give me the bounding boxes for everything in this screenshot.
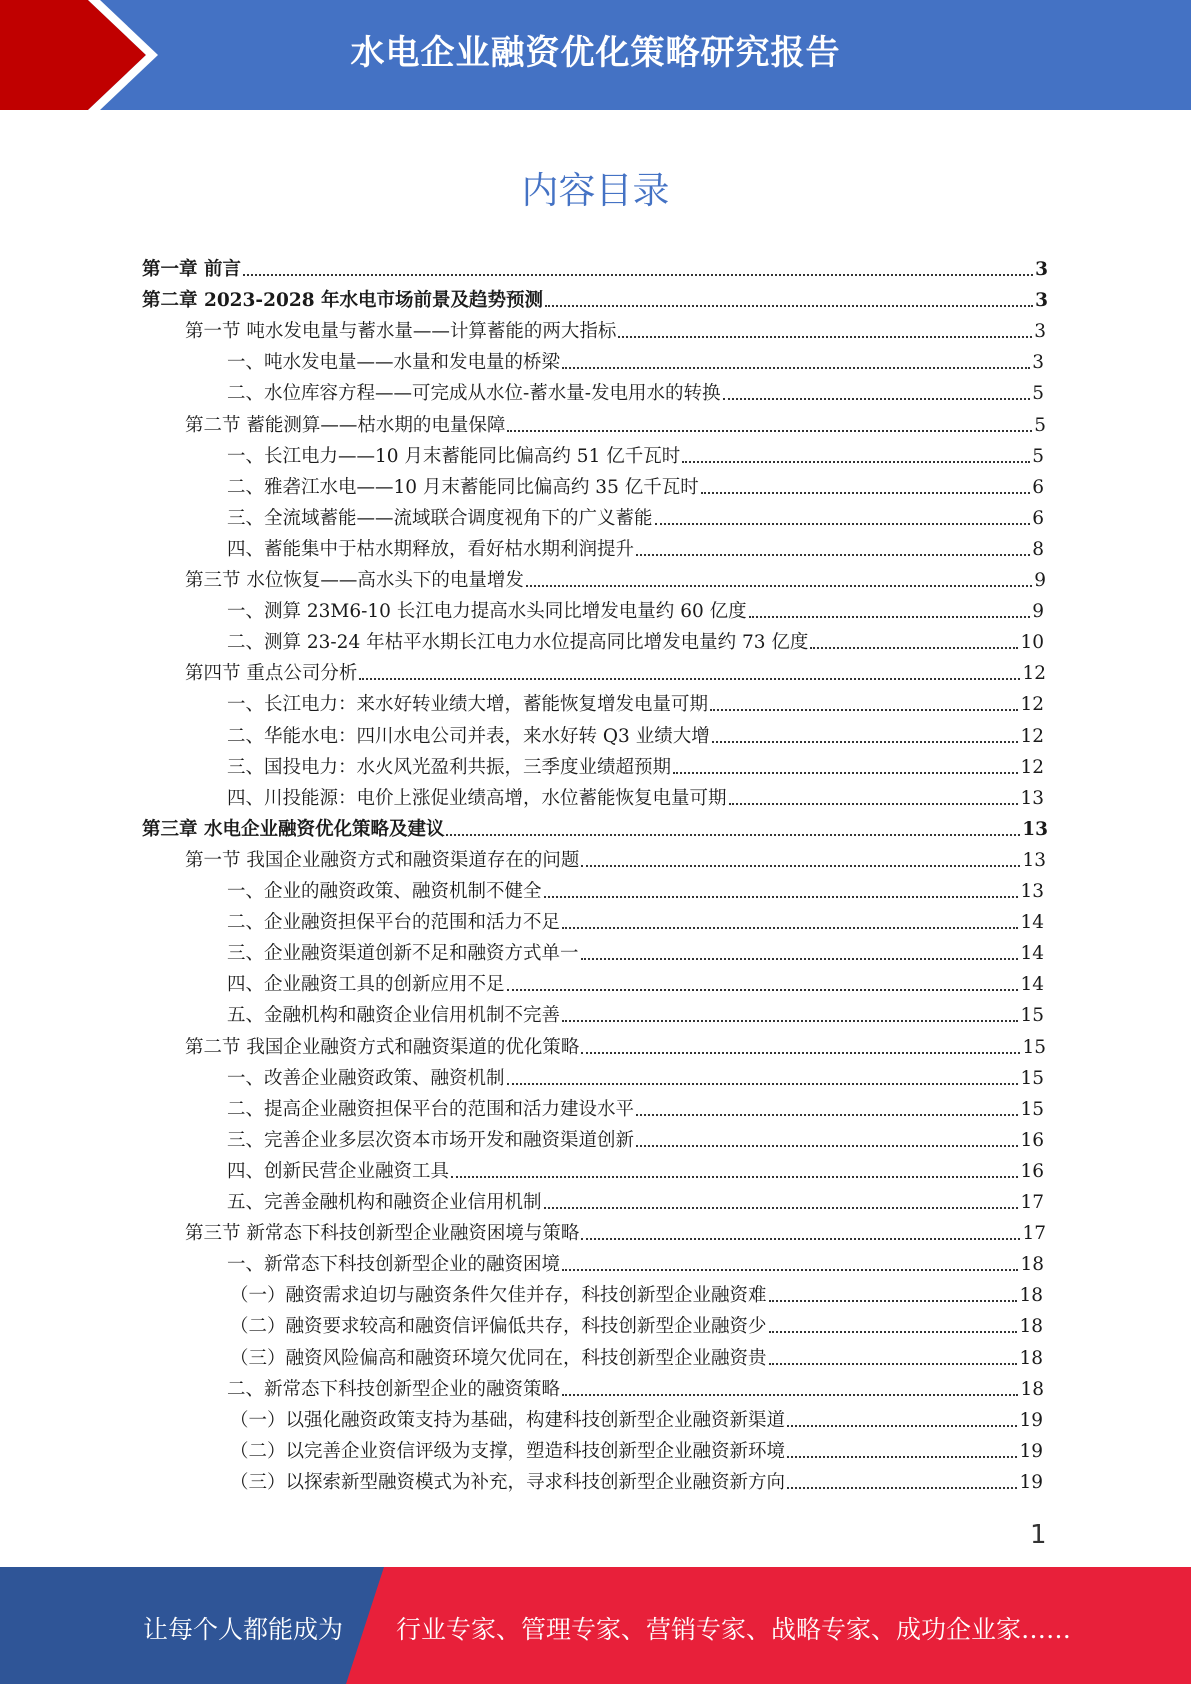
toc-entry-title: 一、企业的融资政策、融资机制不健全 — [227, 881, 542, 902]
toc-entry[interactable] — [142, 814, 1048, 842]
toc-entry-page: 9 — [1034, 570, 1046, 591]
toc-entry[interactable] — [230, 1311, 1043, 1339]
toc-dot-leader — [507, 430, 1032, 432]
toc-entry-page: 19 — [1019, 1440, 1043, 1462]
toc-dot-leader — [723, 398, 1031, 400]
toc-dot-leader — [545, 305, 1033, 307]
toc-entry-title: 四、川投能源：电价上涨促业绩高增，水位蓄能恢复电量可期 — [227, 787, 727, 809]
toc-entry-page: 5 — [1034, 414, 1046, 436]
toc-entry-title: 第三节 水位恢复——高水头下的电量增发 — [185, 570, 524, 591]
toc-entry[interactable] — [227, 721, 1044, 749]
toc-entry-title: 二、提高企业融资担保平台的范围和活力建设水平 — [227, 1098, 635, 1120]
toc-entry[interactable] — [227, 596, 1044, 624]
toc-entry-page: 3 — [1035, 259, 1048, 280]
toc-entry-title: 三、全流域蓄能——流域联合调度视角下的广义蓄能 — [227, 507, 653, 529]
toc-entry-page: 12 — [1020, 725, 1044, 747]
toc-dot-leader — [636, 554, 1030, 556]
toc-entry-title: 第四节 重点公司分析 — [185, 663, 358, 685]
toc-entry-page: 10 — [1020, 632, 1044, 654]
toc-entry-page: 12 — [1020, 756, 1044, 778]
toc-entry[interactable] — [227, 752, 1044, 780]
toc-entry-page: 19 — [1019, 1471, 1043, 1493]
toc-entry[interactable] — [185, 845, 1046, 873]
toc-entry[interactable] — [227, 503, 1044, 531]
toc-entry-page: 18 — [1020, 1254, 1044, 1276]
toc-entry-page: 16 — [1020, 1160, 1044, 1182]
toc-entry-title: 一、长江电力——10 月末蓄能同比偏高约 51 亿千瓦时 — [227, 445, 681, 467]
toc-entry[interactable] — [185, 658, 1046, 686]
toc-entry-page: 3 — [1035, 290, 1048, 312]
toc-entry[interactable] — [227, 378, 1044, 406]
toc-dot-leader — [712, 741, 1019, 743]
toc-dot-leader — [446, 834, 1020, 836]
toc-entry[interactable] — [230, 1405, 1043, 1433]
toc-entry-title: （三）以探索新型融资模式为补充，寻求科技创新型企业融资新方向 — [230, 1471, 786, 1493]
toc-heading: 内容目录 — [521, 169, 670, 212]
toc-entry-page: 17 — [1020, 1192, 1044, 1213]
toc-entry[interactable] — [227, 1125, 1044, 1153]
toc-dot-leader — [562, 1269, 1018, 1271]
toc-entry-page: 5 — [1032, 383, 1044, 405]
toc-entry-page: 15 — [1020, 1098, 1044, 1120]
toc-entry-page: 15 — [1020, 1005, 1044, 1027]
toc-entry-page: 16 — [1020, 1129, 1044, 1151]
toc-entry-page: 15 — [1022, 1036, 1046, 1058]
toc-entry-page: 12 — [1020, 694, 1044, 716]
toc-entry[interactable] — [227, 441, 1044, 469]
toc-entry-title: 第三节 新常态下科技创新型企业融资困境与策略 — [185, 1223, 580, 1245]
toc-entry-page: 14 — [1020, 943, 1044, 965]
page-footer — [0, 1567, 1191, 1684]
toc-entry-title: （一）以强化融资政策支持为基础，构建科技创新型企业融资新渠道 — [230, 1409, 786, 1431]
toc-entry-title: 四、蓄能集中于枯水期释放，看好枯水期利润提升 — [227, 538, 635, 560]
toc-entry-title: （二）融资要求较高和融资信评偏低共存，科技创新型企业融资少 — [230, 1316, 767, 1338]
toc-entry-title: 第一章 前言 — [142, 259, 241, 280]
toc-entry-title: 一、新常态下科技创新型企业的融资困境 — [227, 1254, 561, 1276]
report-title: 水电企业融资优化策略研究报告 — [350, 33, 841, 73]
toc-entry[interactable] — [227, 1000, 1044, 1028]
toc-dot-leader — [562, 1394, 1018, 1396]
toc-entry[interactable] — [227, 627, 1044, 655]
toc-dot-leader — [769, 1331, 1018, 1333]
toc-dot-leader — [581, 958, 1019, 960]
toc-entry[interactable] — [227, 347, 1044, 375]
toc-entry-title: 二、测算 23-24 年枯平水期长江电力水位提高同比增发电量约 73 亿度 — [227, 632, 809, 654]
toc-entry[interactable] — [230, 1280, 1043, 1308]
toc-entry[interactable] — [227, 472, 1044, 500]
toc-entry[interactable] — [227, 1374, 1044, 1402]
toc-entry[interactable] — [185, 410, 1046, 438]
toc-entry[interactable] — [142, 285, 1048, 313]
toc-entry[interactable] — [227, 1187, 1044, 1215]
toc-entry-page: 8 — [1032, 538, 1044, 560]
toc-entry-page: 13 — [1022, 849, 1046, 871]
toc-entry-title: 二、水位库容方程——可完成从水位-蓄水量-发电用水的转换 — [227, 383, 721, 405]
toc-entry-page: 13 — [1020, 787, 1044, 809]
toc-entry[interactable] — [227, 969, 1044, 997]
toc-entry[interactable] — [227, 1063, 1044, 1091]
toc-entry-page: 14 — [1020, 974, 1044, 996]
toc-entry-page: 15 — [1020, 1067, 1044, 1089]
toc-dot-leader — [581, 1238, 1020, 1240]
toc-entry-title: 五、完善金融机构和融资企业信用机制 — [227, 1192, 542, 1213]
toc-dot-leader — [359, 678, 1020, 680]
toc-entry-title: 第一节 我国企业融资方式和融资渠道存在的问题 — [185, 849, 580, 871]
toc-dot-leader — [682, 461, 1030, 463]
toc-dot-leader — [769, 1300, 1018, 1302]
toc-entry-page: 12 — [1022, 663, 1046, 685]
toc-dot-leader — [787, 1425, 1017, 1427]
toc-entry-title: 二、企业融资担保平台的范围和活力不足 — [227, 912, 561, 934]
toc-entry-title: 一、改善企业融资政策、融资机制 — [227, 1067, 505, 1089]
toc-entry-title: 第三章 水电企业融资优化策略及建议 — [142, 818, 445, 840]
toc-entry[interactable] — [230, 1467, 1043, 1495]
toc-entry[interactable] — [227, 689, 1044, 717]
toc-entry-page: 3 — [1032, 352, 1044, 374]
toc-dot-leader — [710, 709, 1018, 711]
toc-entry-page: 14 — [1020, 912, 1044, 934]
toc-entry-title: 二、华能水电：四川水电公司并表，来水好转 Q3 业绩大增 — [227, 725, 710, 747]
toc-entry-page: 3 — [1034, 321, 1046, 343]
toc-entry-page: 6 — [1032, 507, 1044, 529]
toc-dot-leader — [451, 1176, 1018, 1178]
footer-slogan-right: 行业专家、管理专家、营销专家、战略专家、成功企业家…… — [396, 1615, 1072, 1644]
toc-dot-leader — [544, 896, 1019, 898]
toc-entry-page: 5 — [1032, 445, 1044, 467]
toc-entry[interactable] — [227, 1094, 1044, 1122]
toc-dot-leader — [636, 1114, 1018, 1116]
toc-dot-leader — [769, 1363, 1018, 1365]
toc-entry-title: 第二节 我国企业融资方式和融资渠道的优化策略 — [185, 1036, 580, 1058]
toc-dot-leader — [787, 1487, 1017, 1489]
toc-entry[interactable] — [185, 316, 1046, 344]
toc-entry[interactable] — [227, 783, 1044, 811]
toc-dot-leader — [544, 1207, 1019, 1209]
toc-entry-page: 18 — [1019, 1285, 1043, 1307]
toc-entry-title: 三、企业融资渠道创新不足和融资方式单一 — [227, 943, 579, 965]
toc-entry-page: 19 — [1019, 1409, 1043, 1431]
toc-entry[interactable] — [185, 565, 1046, 593]
toc-entry-page: 6 — [1032, 476, 1044, 498]
toc-entry-title: （二）以完善企业资信评级为支撑，塑造科技创新型企业融资新环境 — [230, 1440, 786, 1462]
footer-slogan-left: 让每个人都能成为 — [143, 1615, 344, 1644]
toc-entry[interactable] — [185, 1218, 1046, 1246]
toc-dot-leader — [243, 274, 1033, 276]
toc-dot-leader — [701, 492, 1030, 494]
toc-entry-title: 第二节 蓄能测算——枯水期的电量保障 — [185, 414, 506, 436]
toc-dot-leader — [673, 772, 1018, 774]
toc-entry[interactable] — [230, 1436, 1043, 1464]
toc-dot-leader — [787, 1456, 1017, 1458]
toc-entry-page: 9 — [1032, 601, 1044, 623]
toc-entry-title: 二、雅砻江水电——10 月末蓄能同比偏高约 35 亿千瓦时 — [227, 476, 699, 498]
toc-entry-page: 13 — [1020, 881, 1044, 902]
toc-entry-title: （一）融资需求迫切与融资条件欠佳并存，科技创新型企业融资难 — [230, 1285, 767, 1307]
toc-entry[interactable] — [227, 1156, 1044, 1184]
toc-entry[interactable] — [227, 534, 1044, 562]
toc-entry-title: 第一节 吨水发电量与蓄水量——计算蓄能的两大指标 — [185, 321, 617, 343]
toc-dot-leader — [562, 367, 1030, 369]
toc-dot-leader — [810, 647, 1018, 649]
toc-dot-leader — [729, 803, 1019, 805]
toc-dot-leader — [562, 927, 1018, 929]
page-number: 1 — [1030, 1520, 1047, 1550]
toc-entry-title: 三、国投电力：水火风光盈利共振，三季度业绩超预期 — [227, 756, 672, 778]
toc-entry-title: 五、金融机构和融资企业信用机制不完善 — [227, 1005, 561, 1027]
toc-dot-leader — [526, 585, 1032, 587]
toc-entry[interactable] — [227, 876, 1044, 904]
toc-entry-title: 一、长江电力：来水好转业绩大增，蓄能恢复增发电量可期 — [227, 694, 709, 716]
toc-dot-leader — [562, 1020, 1018, 1022]
toc-dot-leader — [581, 865, 1020, 867]
toc-entry-page: 18 — [1019, 1316, 1043, 1338]
toc-entry-title: 四、创新民营企业融资工具 — [227, 1160, 450, 1182]
toc-entry-title: （三）融资风险偏高和融资环境欠优同在，科技创新型企业融资贵 — [230, 1347, 767, 1369]
toc-entry-title: 第二章 2023-2028 年水电市场前景及趋势预测 — [142, 290, 544, 312]
toc-dot-leader — [749, 616, 1031, 618]
toc-entry-page: 17 — [1022, 1223, 1046, 1245]
toc-dot-leader — [507, 1083, 1019, 1085]
toc-entry-page: 13 — [1022, 818, 1048, 840]
toc-entry[interactable] — [227, 938, 1044, 966]
toc-entry-page: 18 — [1020, 1378, 1044, 1400]
toc-entry-title: 一、测算 23M6-10 长江电力提高水头同比增发电量约 60 亿度 — [227, 601, 747, 623]
toc-dot-leader — [507, 989, 1019, 991]
toc-dot-leader — [655, 523, 1031, 525]
toc-entry-title: 四、企业融资工具的创新应用不足 — [227, 974, 505, 996]
toc-dot-leader — [581, 1052, 1020, 1054]
toc-entry[interactable] — [227, 1249, 1044, 1277]
page-header — [0, 0, 1191, 110]
toc-dot-leader — [636, 1145, 1018, 1147]
toc-entry[interactable] — [227, 907, 1044, 935]
toc-entry[interactable] — [230, 1343, 1043, 1371]
toc-entry-page: 18 — [1019, 1347, 1043, 1369]
toc-entry-title: 一、吨水发电量——水量和发电量的桥梁 — [227, 352, 561, 374]
toc-entry-title: 二、新常态下科技创新型企业的融资策略 — [227, 1378, 561, 1400]
toc-entry[interactable] — [142, 254, 1048, 282]
toc-entry[interactable] — [185, 1032, 1046, 1060]
toc-dot-leader — [618, 336, 1032, 338]
toc-entry-title: 三、完善企业多层次资本市场开发和融资渠道创新 — [227, 1129, 635, 1151]
